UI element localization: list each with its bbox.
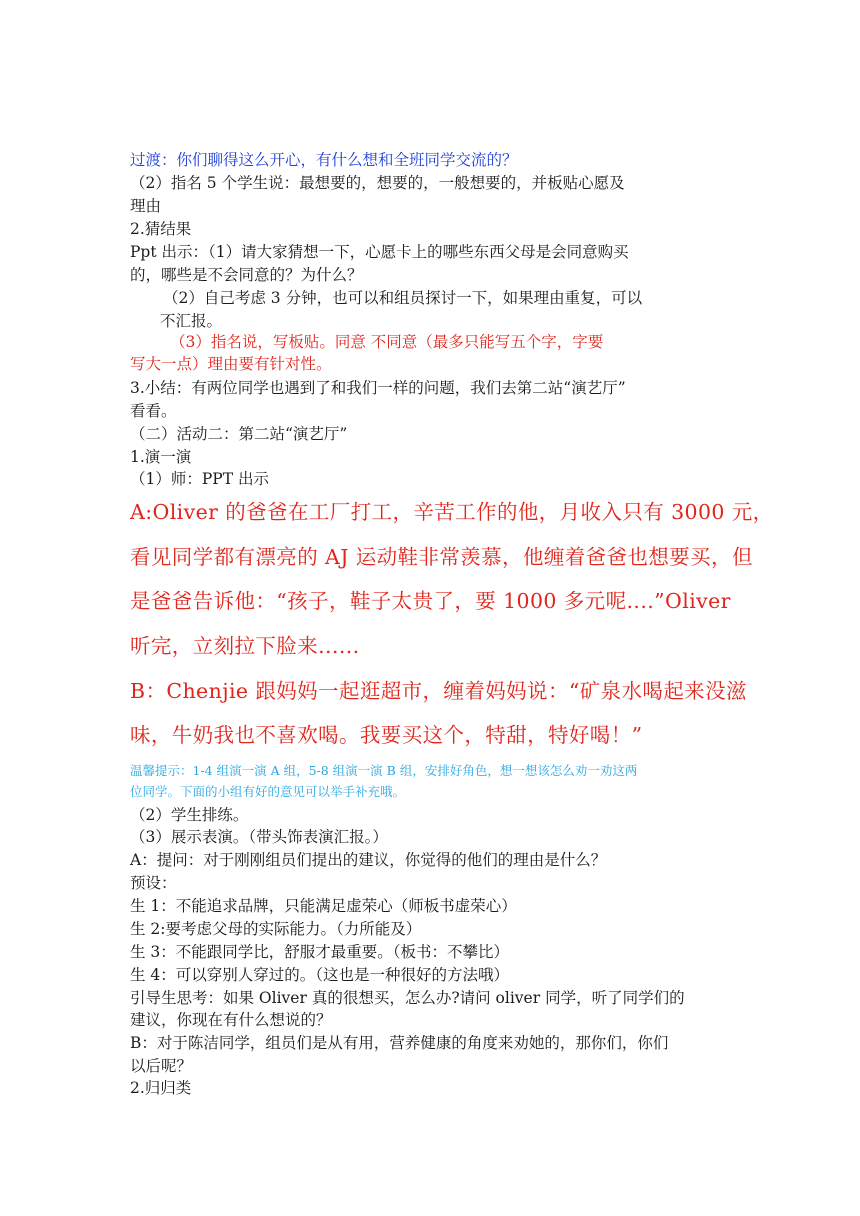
text-line: 预设： <box>130 874 177 892</box>
text-line: 3.小结：有两位同学也遇到了和我们一样的问题，我们去第二站“演艺厅” <box>130 379 626 397</box>
text-line: （二）活动二：第二站“演艺厅” <box>130 425 348 443</box>
scenario-a-line: A:Oliver 的爸爸在工厂打工，辛苦工作的他，月收入只有 3000 元， <box>130 500 774 524</box>
text-line: （3）指名说，写板贴。同意 不同意（最多只能写五个字，字要 <box>170 333 604 351</box>
text-line: 生 3：不能跟同学比，舒服才最重要。（板书：不攀比） <box>130 943 510 961</box>
scenario-a-line: 听完，立刻拉下脸来...... <box>130 634 360 658</box>
text-line: 引导生思考：如果 Oliver 真的很想买，怎么办?请问 oliver 同学，听了同学们的 <box>130 989 685 1007</box>
text-line: 过渡：你们聊得这么开心，有什么想和全班同学交流的？ <box>130 151 518 169</box>
text-line: （1）师：PPT 出示 <box>130 470 269 488</box>
text-line: 以后呢？ <box>130 1057 193 1075</box>
text-line: 生 2:要考虑父母的实际能力。（力所能及） <box>130 920 422 938</box>
text-line: 理由 <box>130 197 162 215</box>
text-line: （3）展示表演。（带头饰表演汇报。） <box>130 828 388 846</box>
text-line: 1.演一演 <box>130 448 192 466</box>
text-line: B：对于陈洁同学，组员们是从有用，营养健康的角度来劝她的，那你们，你们 <box>130 1034 669 1052</box>
scenario-a-line: 是爸爸告诉他：“孩子，鞋子太贵了，要 1000 多元呢....”Oliver <box>130 589 731 613</box>
text-line: 生 4：可以穿别人穿过的。（这也是一种很好的方法哦） <box>130 966 510 984</box>
tip-line: 位同学。下面的小组有好的意见可以举手补充哦。 <box>130 784 406 799</box>
text-line: 生 1：不能追求品牌，只能满足虚荣心（师板书虚荣心） <box>130 897 517 915</box>
scenario-b-line: 味，牛奶我也不喜欢喝。我要买这个，特甜，特好喝！” <box>130 723 643 747</box>
text-line: （2）自己考虑 3 分钟，也可以和组员探讨一下，如果理由重复，可以 <box>163 289 643 307</box>
scenario-b-line: B：Chenjie 跟妈妈一起逛超市，缠着妈妈说：“矿泉水喝起来没滋 <box>130 679 747 703</box>
text-line: 的，哪些是不会同意的？为什么？ <box>130 266 363 284</box>
text-line: Ppt 出示：（1）请大家猜想一下，心愿卡上的哪些东西父母是会同意购买 <box>130 243 629 261</box>
text-line: （2）指名 5 个学生说：最想要的，想要的，一般想要的，并板贴心愿及 <box>130 174 625 192</box>
text-line: 2.归归类 <box>130 1079 192 1097</box>
scenario-a-line: 看见同学都有漂亮的 AJ 运动鞋非常羡慕，他缠着爸爸也想要买，但 <box>130 545 753 569</box>
text-line: 不汇报。 <box>160 312 223 330</box>
text-line: 看看。 <box>130 402 177 420</box>
text-line: 建议，你现在有什么想说的？ <box>130 1011 332 1029</box>
tip-line: 温馨提示：1-4 组演一演 A 组，5-8 组演一演 B 组，安排好角色，想一想该怎么劝一劝这两 <box>130 763 638 778</box>
text-line: 2.猜结果 <box>130 220 192 238</box>
text-line: 写大一点）理由要有针对性。 <box>130 355 332 373</box>
text-line: （2）学生排练。 <box>130 806 249 824</box>
text-line: A：提问：对于刚刚组员们提出的建议，你觉得的他们的理由是什么？ <box>130 851 607 869</box>
